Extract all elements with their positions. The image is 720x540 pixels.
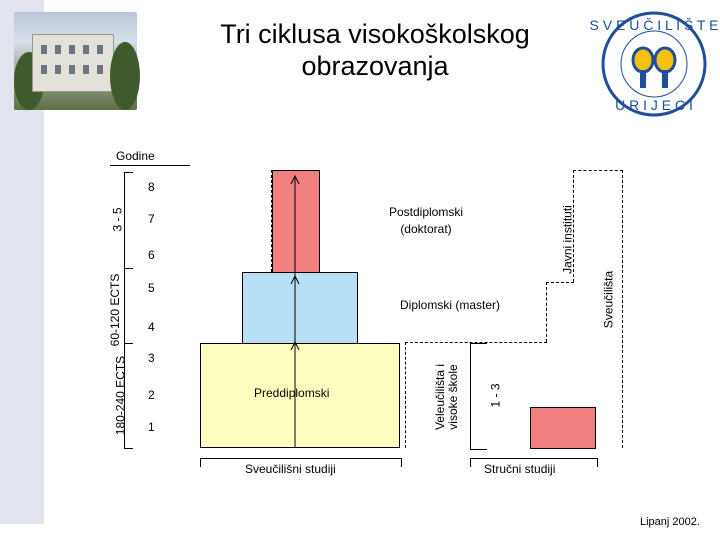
universities-label: Sveučilišta: [601, 270, 616, 329]
postgraduate-label: Postdiplomski (doktorat): [388, 205, 464, 236]
ects-group-doctorate: 3 - 5: [110, 207, 125, 232]
university-building-photo: [14, 12, 137, 110]
year-1: 1: [148, 420, 155, 434]
title-line-1: Tri ciklusa visokoškolskog: [220, 19, 530, 49]
date-label: Lipanj 2002.: [640, 516, 700, 528]
ects-group-master: 60-120 ECTS: [108, 273, 122, 347]
title-line-2: obrazovanja: [301, 51, 449, 81]
year-3: 3: [148, 351, 155, 365]
year-2: 2: [148, 388, 155, 402]
years-label: Godine: [110, 149, 190, 166]
colleges-label: Veleučilišta i visoke škole: [433, 363, 460, 431]
public-institutes-label: Javni instituti: [560, 205, 575, 274]
year-4: 4: [148, 320, 155, 334]
svg-text:U R I J E C I: U R I J E C I: [615, 97, 693, 113]
progression-arrows: [287, 170, 303, 448]
year-6: 6: [148, 248, 155, 262]
university-studies-label: Sveučilišni studiji: [245, 462, 336, 476]
year-5: 5: [148, 281, 155, 295]
graduate-label: Diplomski (master): [400, 298, 501, 312]
year-8: 8: [148, 180, 155, 194]
professional-studies-label: Stručni studiji: [484, 462, 556, 476]
year-7: 7: [148, 212, 155, 226]
ects-group-bachelor: 180-240 ECTS: [113, 355, 128, 436]
professional-block: [530, 407, 596, 449]
university-logo: [589, 10, 719, 118]
slide-title: [150, 18, 600, 82]
short-cycle-years: 1 - 3: [488, 383, 503, 408]
undergraduate-label: Preddiplomski: [254, 386, 330, 400]
svg-text:S V E U Č I L I Š T E: S V E U Č I L I Š T E: [589, 17, 719, 33]
